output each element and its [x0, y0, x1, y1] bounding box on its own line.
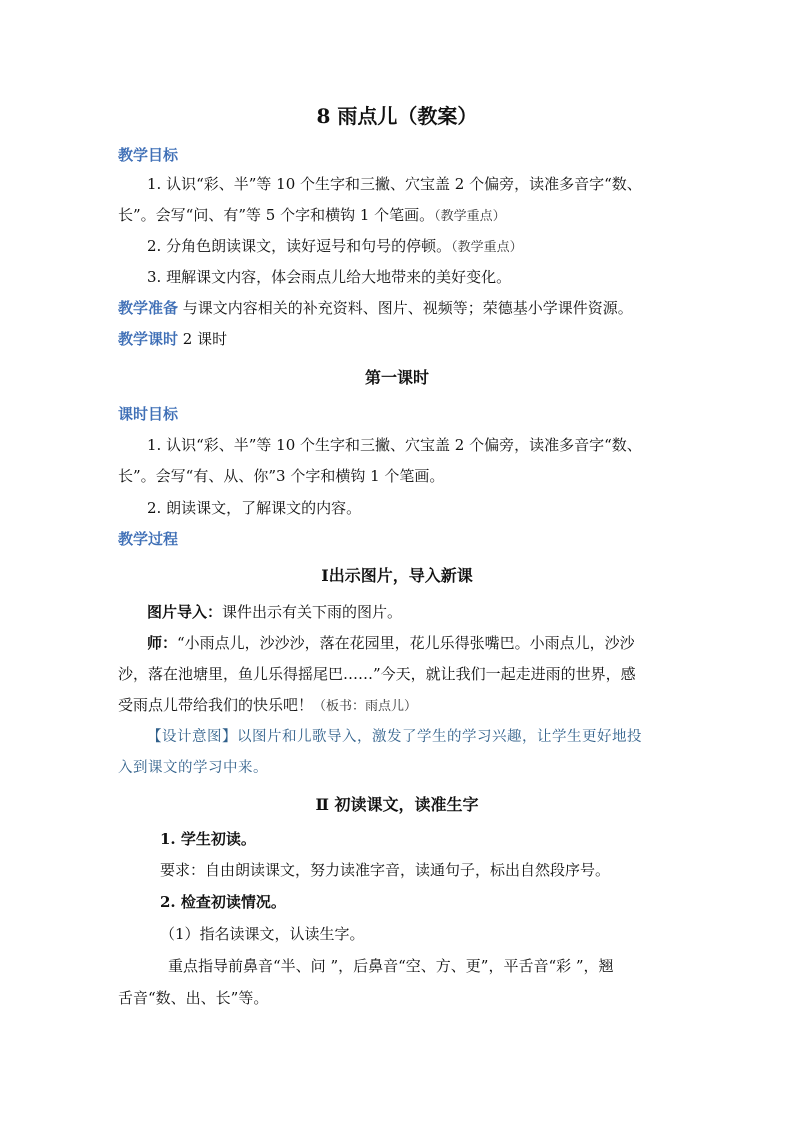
key-point-note: （教学重点） — [451, 240, 523, 255]
objective-2 — [147, 236, 523, 258]
teacher-text-3: 受雨点儿带给我们的快乐吧！ — [118, 696, 314, 714]
objective-2-text: 2. 分角色朗读课文，读好逗号和句号的停顿。 — [147, 237, 452, 255]
step-2-sub: （1）指名读课文，认读生字。 — [160, 925, 365, 943]
teaching-prep — [118, 298, 633, 318]
prep-label: 教学准备 — [118, 299, 179, 317]
objectives-heading: 教学目标 — [118, 146, 179, 164]
lesson-goal-1-line-1: 1. 认识“彩、半”等 10 个生字和三撇、穴宝盖 2 个偏旁，读准多音字“数、 — [147, 436, 642, 454]
part-2-heading: Ⅱ 初读课文，读准生字 — [315, 795, 479, 814]
picture-intro-label: 图片导入： — [147, 603, 223, 621]
process-heading: 教学过程 — [118, 530, 179, 548]
hours-label: 教学课时 — [118, 330, 179, 348]
blackboard-note: （板书：雨点儿） — [313, 699, 418, 714]
teacher-text-1: “小雨点儿，沙沙沙，落在花园里，花儿乐得张嘴巴。小雨点儿，沙沙 — [177, 634, 635, 652]
prep-text: 与课文内容相关的补充资料、图片、视频等；荣德基小学课件资源。 — [182, 299, 633, 317]
teacher-label: 师： — [147, 634, 178, 652]
picture-intro-text: 课件出示有关下雨的图片。 — [222, 603, 403, 621]
step-2-line-2: 舌音“数、出、长”等。 — [118, 989, 269, 1007]
step-2: 2. 检查初读情况。 — [160, 893, 286, 911]
step-2-line-1: 重点指导前鼻音“半、问 ”，后鼻音“空、方、更”，平舌音“彩 ”，翘 — [168, 957, 614, 975]
hours-text: 2 课时 — [182, 330, 228, 348]
design-intent-line-1: 【设计意图】以图片和儿歌导入，激发了学生的学习兴趣，让学生更好地投 — [147, 729, 642, 745]
lesson-goal-2: 2. 朗读课文，了解课文的内容。 — [147, 499, 362, 517]
step-1-requirement: 要求：自由朗读课文，努力读准字音，读通句子，标出自然段序号。 — [160, 861, 611, 879]
document-title: 8 雨点儿（教案） — [316, 104, 478, 128]
picture-intro — [147, 602, 402, 622]
lesson-goal-1-line-2: 长”。会写“有、从、你”3 个字和横钩 1 个笔画。 — [118, 467, 445, 485]
teacher-line-3 — [118, 695, 417, 717]
design-intent-line-2: 入到课文的学习中来。 — [118, 760, 268, 776]
lesson-goal-heading: 课时目标 — [118, 405, 179, 423]
objective-1-line-1: 1. 认识“彩、半”等 10 个生字和三撇、穴宝盖 2 个偏旁，读准多音字“数、 — [147, 175, 642, 193]
objective-1-text: 长”。会写“问、有”等 5 个字和横钩 1 个笔画。 — [118, 206, 435, 224]
lesson-1-heading: 第一课时 — [364, 368, 429, 387]
objective-1-line-2 — [118, 205, 506, 227]
teaching-hours — [118, 329, 227, 349]
teacher-line-1 — [147, 633, 635, 653]
part-1-heading: Ⅰ出示图片，导入新课 — [321, 566, 473, 585]
teacher-line-2: 沙，落在池塘里，鱼儿乐得摇尾巴……”今天，就让我们一起走进雨的世界，感 — [118, 665, 636, 683]
step-1: 1. 学生初读。 — [160, 830, 256, 848]
objective-3: 3. 理解课文内容，体会雨点儿给大地带来的美好变化。 — [147, 268, 512, 286]
key-point-note: （教学重点） — [434, 209, 506, 224]
